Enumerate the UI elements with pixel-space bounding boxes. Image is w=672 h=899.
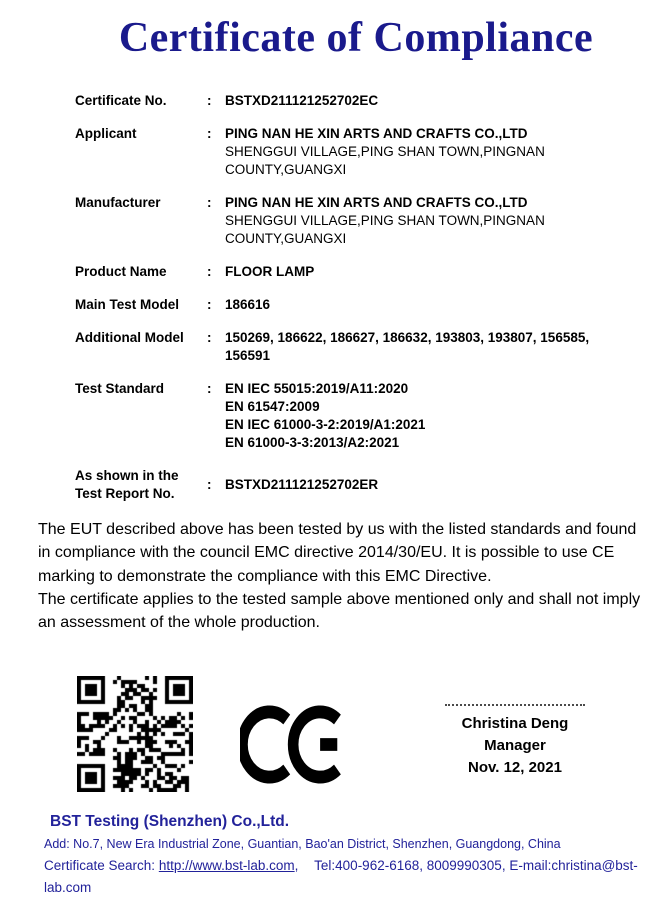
main-test-model-value: 186616 (225, 297, 271, 313)
colon-separator: : (207, 381, 212, 397)
field-label: Applicant (75, 126, 137, 142)
manufacturer-value (225, 194, 545, 248)
test-report-label-line: As shown in the (75, 468, 179, 484)
additional-model-value (225, 329, 589, 365)
additional-model-line: 150269, 186622, 186627, 186632, 193803, 193807, 156585, (225, 330, 590, 346)
footer-company-name: BST Testing (Shenzhen) Co.,Ltd. (50, 813, 290, 830)
field-product-name (75, 263, 672, 281)
applicant-address-line: SHENGGUI VILLAGE,PING SHAN TOWN,PINGNAN (225, 144, 545, 160)
statement-paragraph: The certificate applies to the tested sample above mentioned only and shall not imply an assessment of the whole production. (38, 590, 641, 632)
certificate-search-link[interactable]: http://www.bst-lab.com (158, 858, 295, 873)
field-test-report (75, 467, 672, 503)
footer-search-line (44, 855, 672, 899)
colon-separator: : (207, 297, 212, 313)
qr-code (77, 676, 193, 792)
applicant-value (225, 125, 545, 179)
ce-mark-icon (240, 705, 343, 784)
compliance-statement (38, 518, 644, 634)
applicant-name: PING NAN HE XIN ARTS AND CRAFTS CO.,LTD (225, 126, 528, 142)
manufacturer-name: PING NAN HE XIN ARTS AND CRAFTS CO.,LTD (225, 195, 528, 211)
field-test-standard (75, 380, 672, 452)
field-main-test-model (75, 296, 672, 314)
signatory-name: Christina Deng (461, 715, 569, 732)
field-label: Manufacturer (75, 195, 161, 211)
link-suffix: , (294, 858, 299, 873)
info-table (75, 92, 672, 503)
field-label: Main Test Model (75, 297, 180, 313)
footer-address: Add: No.7, New Era Industrial Zone, Guantian, Bao'an District, Shenzhen, Guangdong, China (44, 837, 561, 851)
signature-block (445, 704, 585, 779)
field-additional-model (75, 329, 672, 365)
footer (0, 810, 672, 899)
field-certificate-no (75, 92, 672, 110)
colon-separator: : (207, 330, 212, 346)
additional-model-line: 156591 (225, 348, 271, 364)
test-report-label-line: Test Report No. (75, 486, 175, 502)
product-name-value: FLOOR LAMP (225, 264, 315, 280)
field-manufacturer (75, 194, 672, 248)
colon-separator: : (207, 195, 212, 211)
field-label: Additional Model (75, 330, 184, 346)
certificate-search-label: Certificate Search: (44, 858, 156, 873)
test-standard-value (225, 380, 425, 452)
test-standard-line: EN 61000-3-3:2013/A2:2021 (225, 435, 400, 451)
field-label: Product Name (75, 264, 167, 280)
certificate-page (0, 15, 672, 895)
colon-separator: : (207, 477, 212, 493)
manufacturer-address-line: SHENGGUI VILLAGE,PING SHAN TOWN,PINGNAN (225, 213, 545, 229)
colon-separator: : (207, 126, 212, 142)
test-standard-line: EN IEC 61000-3-2:2019/A1:2021 (225, 417, 426, 433)
field-label: Test Standard (75, 381, 165, 397)
manufacturer-address-line: COUNTY,GUANGXI (225, 231, 347, 247)
test-standard-line: EN 61547:2009 (225, 399, 320, 415)
signature-date: Nov. 12, 2021 (468, 759, 562, 776)
colon-separator: : (207, 93, 212, 109)
signature-dotted-line (445, 704, 585, 706)
certificate-number-value: BSTXD211121252702EC (225, 93, 379, 109)
test-report-value: BSTXD211121252702ER (225, 477, 379, 493)
certificate-title: Certificate of Compliance (118, 15, 594, 61)
signatory-role: Manager (484, 737, 546, 754)
colon-separator: : (207, 264, 212, 280)
field-applicant (75, 125, 672, 179)
field-label: Certificate No. (75, 93, 167, 109)
test-standard-line: EN IEC 55015:2019/A11:2020 (225, 381, 409, 397)
statement-paragraph: The EUT described above has been tested by us with the listed standards and found in compliance with the council EMC directive 2014/30/EU. It is possible to use CE marking to demonstrate the compliance with this EMC Directive. (38, 521, 637, 585)
applicant-address-line: COUNTY,GUANGXI (225, 162, 347, 178)
footer-contact: Tel:400-962-6168, 8009990305, E-mail:christina@bst-lab.com (44, 858, 638, 895)
field-label (75, 467, 207, 503)
